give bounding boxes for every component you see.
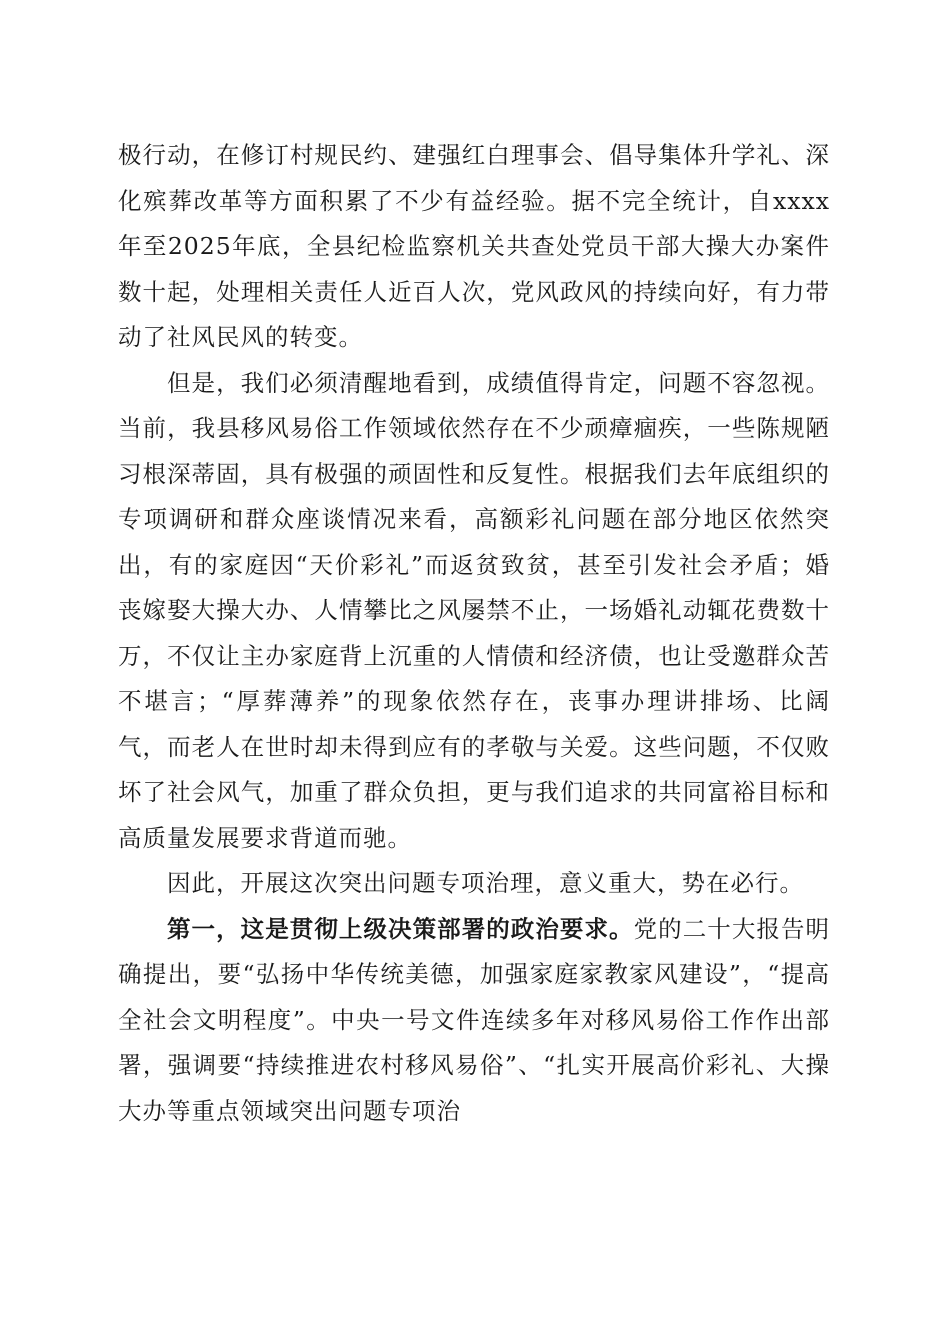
point-one-body: 党的二十大报告明确提出，要“弘扬中华传统美德，加强家庭家教家风建设”，“提高全社会文明程度”。中央一号文件连续多年对移风易俗工作作出部署，强调要“持续推进农村移风易俗”、“扎实开展高价彩礼、大操大办等重点领域突出问题专项治 — [118, 914, 831, 1125]
point-one-heading: 第一，这是贯彻上级决策部署的政治要求。 — [167, 914, 634, 943]
paragraph-continuation: 极行动，在修订村规民约、建强红白理事会、倡导集体升学礼、深化殡葬改革等方面积累了不少有益经验。据不完全统计，自xxxx年至2025年底，全县纪检监察机关共查处党员干部大操大办案件数十起，处理相关责任人近百人次，党风政风的持续向好，有力带动了社风民风的转变。 — [118, 141, 830, 351]
document-body — [118, 133, 830, 1134]
paragraph-conclusion: 因此，开展这次突出问题专项治理，意义重大，势在必行。 — [167, 869, 804, 897]
paragraph-problems: 但是，我们必须清醒地看到，成绩值得肯定，问题不容忽视。当前，我县移风易俗工作领域依然存在不少顽瘴痼疾，一些陈规陋习根深蒂固，具有极强的顽固性和反复性。根据我们去年底组织的专项调研和群众座谈情况来看，高额彩礼问题在部分地区依然突出，有的家庭因“天价彩礼”而返贫致贫，甚至引发社会矛盾；婚丧嫁娶大操大办、人情攀比之风屡禁不止，一场婚礼动辄花费数十万，不仅让主办家庭背上沉重的人情债和经济债，也让受邀群众苦不堪言；“厚葬薄养”的现象依然存在，丧事办理讲排场、比阔气，而老人在世时却未得到应有的孝敬与关爱。这些问题，不仅败坏了社会风气，加重了群众负担，更与我们追求的共同富裕目标和高质量发展要求背道而驰。 — [118, 368, 830, 852]
paragraph-point-one — [118, 907, 830, 1135]
